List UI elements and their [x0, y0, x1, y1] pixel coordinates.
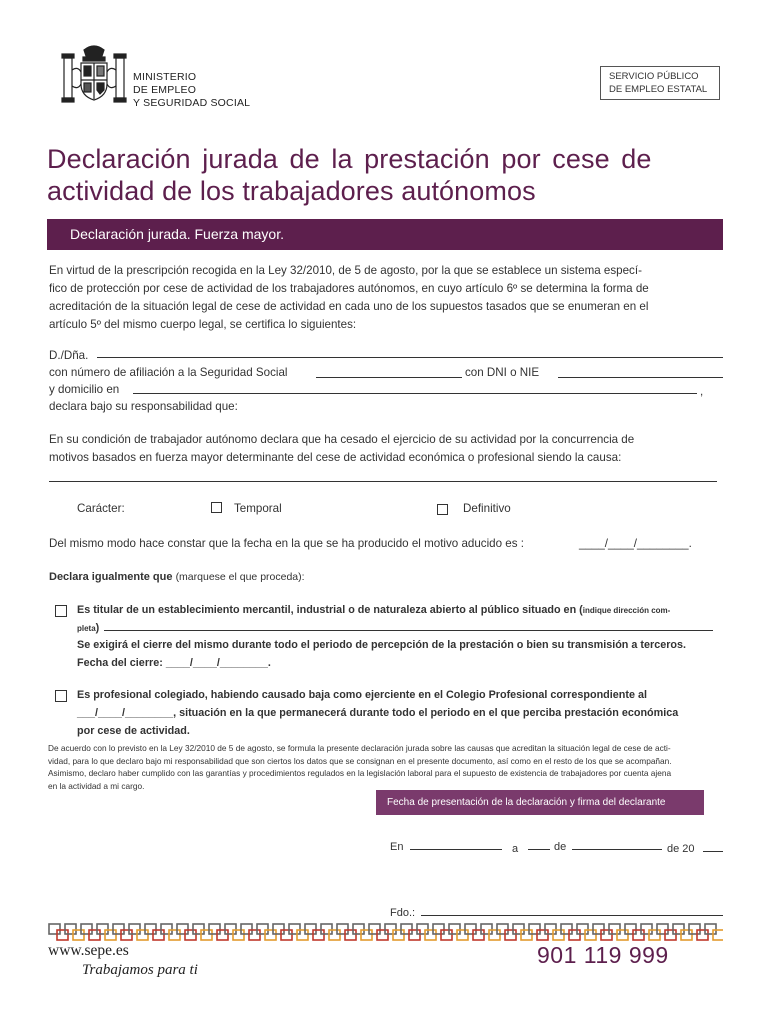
chain-link — [433, 924, 444, 934]
option-a-line1-small: indique dirección com- — [582, 606, 671, 615]
intro-line: artículo 5º del mismo cuerpo legal, se certifica lo siguientes: — [49, 318, 357, 331]
dni-field[interactable] — [558, 377, 723, 378]
chain-link — [209, 924, 220, 934]
chain-link — [417, 924, 428, 934]
intro-paragraph — [49, 262, 725, 334]
chain-link — [465, 924, 476, 934]
ss-number-field[interactable] — [316, 377, 462, 378]
chain-link — [297, 930, 308, 940]
chain-link — [161, 924, 172, 934]
chain-link — [113, 924, 124, 934]
ministry-line: DE EMPLEO — [133, 84, 197, 96]
title-line: Declaración jurada de la prestación por cese de — [47, 144, 652, 174]
domicilio-field[interactable] — [133, 393, 697, 394]
chain-link — [665, 930, 676, 940]
sepe-label-box — [600, 66, 720, 100]
chain-link — [73, 930, 84, 940]
chain-link — [129, 924, 140, 934]
chain-link — [481, 924, 492, 934]
chain-link — [273, 924, 284, 934]
chain-link — [577, 924, 588, 934]
domicilio-comma: , — [700, 385, 704, 398]
ministry-line: Y SEGURIDAD SOCIAL — [133, 97, 251, 109]
chain-link — [89, 930, 100, 940]
chain-link — [425, 930, 436, 940]
lugar-label: En — [390, 841, 404, 853]
chain-link — [137, 930, 148, 940]
name-field[interactable] — [97, 357, 723, 358]
chain-link — [697, 930, 708, 940]
option-b-line2[interactable]: ___/____/________, situación en la que permanecerá durante todo el periodo en el que perciba prestación económica — [77, 707, 679, 719]
chain-link — [169, 930, 180, 940]
chain-link — [505, 930, 516, 940]
chain-link — [593, 924, 604, 934]
definitivo-label: Definitivo — [463, 502, 511, 515]
option-a-line1 — [77, 601, 670, 620]
condition-line: En su condición de trabajador autónomo declara que ha cesado el ejercicio de su actividad por la concurrencia de — [49, 433, 635, 446]
chain-link — [569, 930, 580, 940]
temporal-checkbox[interactable] — [211, 502, 222, 513]
caracter-label: Carácter: — [77, 502, 125, 515]
condition-line: motivos basados en fuerza mayor determinante del cese de actividad económica o profesional siendo la causa: — [49, 451, 622, 464]
chain-link — [513, 924, 524, 934]
page-title — [47, 143, 727, 207]
legal-paragraph — [48, 742, 728, 792]
colegiado-checkbox[interactable] — [55, 690, 67, 702]
chain-link — [409, 930, 420, 940]
ministry-line: MINISTERIO — [133, 71, 197, 83]
de20-label: de 20 — [667, 843, 695, 855]
chain-link — [617, 930, 628, 940]
de-label: de — [554, 841, 567, 853]
mes-field[interactable] — [572, 849, 662, 850]
chain-link — [441, 930, 452, 940]
legal-line: vidad, para lo que declaro bajo mi responsabilidad que son ciertos los datos que se consignan en el presente documento, así como en el resto de los que se acompañan. — [48, 755, 672, 766]
chain-link — [673, 924, 684, 934]
chain-link — [217, 930, 228, 940]
chain-link — [489, 930, 500, 940]
chain-link — [313, 930, 324, 940]
legal-line: Asimismo, declaro haber cumplido con las garantías y procedimientos regulados en la legislación laboral para el supuesto de existencia de trabajadores por cuenta ajena — [48, 768, 672, 778]
condition-paragraph — [49, 431, 725, 467]
legal-line: De acuerdo con lo previsto en la Ley 32/2010 de 5 de agosto, se formula la presente declaración jurada sobre las causas que acreditan la situación legal de cese de acti- — [48, 743, 671, 753]
legal-line: en la actividad a mi cargo. — [48, 780, 145, 791]
lugar-field[interactable] — [410, 849, 502, 850]
chain-link — [281, 930, 292, 940]
option-a-line3: Se exigirá el cierre del mismo durante todo el periodo de percepción de la prestación o bien su transmisión a terceros. — [77, 639, 687, 651]
chain-link — [353, 924, 364, 934]
establecimiento-checkbox[interactable] — [55, 605, 67, 617]
chain-link — [641, 924, 652, 934]
firma-field[interactable] — [421, 915, 723, 916]
chain-link — [705, 924, 716, 934]
anio-field[interactable] — [703, 851, 723, 852]
website-link[interactable]: www.sepe.es — [48, 942, 129, 959]
domicilio-label: y domicilio en — [49, 383, 120, 396]
chain-link — [321, 924, 332, 934]
chain-link — [553, 930, 564, 940]
phone-number: 901 119 999 — [537, 942, 669, 968]
chain-link — [369, 924, 380, 934]
ministry-name — [133, 71, 250, 110]
chain-link — [497, 924, 508, 934]
chain-link — [345, 930, 356, 940]
chain-link — [449, 924, 460, 934]
option-a-line1-bold: Es titular de un establecimiento mercantil, industrial o de naturaleza abierto al público situado en ( — [77, 604, 583, 616]
chain-link — [121, 930, 132, 940]
fecha-motivo-text: Del mismo modo hace constar que la fecha en la que se ha producido el motivo aducido es : — [49, 537, 524, 550]
firma-label: Fdo.: — [390, 907, 416, 919]
chain-link — [57, 930, 68, 940]
chain-link — [633, 930, 644, 940]
chain-link — [145, 924, 156, 934]
direccion-field[interactable] — [104, 630, 713, 631]
fecha-cierre[interactable]: Fecha del cierre: ____/____/________. — [77, 657, 271, 669]
option-b-line3: por cese de actividad. — [77, 725, 190, 737]
chain-link — [521, 930, 532, 940]
chain-link — [105, 930, 116, 940]
chain-link — [537, 930, 548, 940]
chain-link — [649, 930, 660, 940]
chain-link — [545, 924, 556, 934]
section-band: Declaración jurada. Fuerza mayor. — [47, 219, 723, 250]
declara-igual-bold: Declara igualmente que — [49, 571, 173, 583]
ss-label: con número de afiliación a la Seguridad Social — [49, 366, 288, 379]
sepe-line: SERVICIO PÚBLICO — [609, 71, 699, 82]
intro-line: fico de protección por cese de actividad de los trabajadores autónomos, en cuyo artículo 6º se determina la forma de — [49, 282, 649, 295]
chain-link — [689, 924, 700, 934]
chain-link — [257, 924, 268, 934]
chain-link — [265, 930, 276, 940]
chain-link — [177, 924, 188, 934]
chain-link — [625, 924, 636, 934]
chain-link — [681, 930, 692, 940]
declara-label: declara bajo su responsabilidad que: — [49, 400, 238, 413]
chain-link — [337, 924, 348, 934]
chain-link — [81, 924, 92, 934]
chain-link — [185, 930, 196, 940]
title-line: actividad de los trabajadores autónomos — [47, 176, 536, 206]
declara-igual-note: (marquese el que proceda): — [175, 571, 305, 583]
definitivo-checkbox[interactable] — [437, 504, 448, 515]
chain-link — [601, 930, 612, 940]
chain-decoration — [47, 922, 723, 944]
chain-link — [457, 930, 468, 940]
chain-link — [201, 930, 212, 940]
chain-link — [305, 924, 316, 934]
chain-link — [193, 924, 204, 934]
chain-link — [225, 924, 236, 934]
chain-link — [153, 930, 164, 940]
sepe-line: DE EMPLEO ESTATAL — [609, 83, 708, 95]
name-label: D./Dña. — [49, 349, 89, 362]
chain-link — [713, 930, 723, 940]
chain-link — [473, 930, 484, 940]
chain-link — [385, 924, 396, 934]
chain-link — [609, 924, 620, 934]
dia-field[interactable] — [528, 849, 550, 850]
chain-link — [65, 924, 76, 934]
coat-of-arms-logo — [58, 42, 130, 112]
a-label: a — [512, 843, 519, 855]
declara-igual-heading — [49, 568, 305, 586]
chain-link — [329, 930, 340, 940]
chain-link — [377, 930, 388, 940]
causa-field[interactable] — [49, 481, 717, 482]
option-a-line2-small: pleta — [77, 624, 96, 633]
chain-link — [249, 930, 260, 940]
chain-link — [529, 924, 540, 934]
option-b-line1: Es profesional colegiado, habiendo causado baja como ejerciente en el Colegio Profesional correspondiente al — [77, 689, 647, 701]
chain-link — [657, 924, 668, 934]
chain-link — [49, 924, 60, 934]
chain-link — [585, 930, 596, 940]
intro-line: En virtud de la prescripción recogida en la Ley 32/2010, de 5 de agosto, por la que se establece un sistema especí- — [49, 264, 642, 277]
chain-link — [561, 924, 572, 934]
fecha-motivo-field[interactable]: ____/____/________. — [579, 537, 692, 550]
option-a-line2-bold: ) — [95, 622, 100, 634]
dni-label: con DNI o NIE — [465, 366, 540, 379]
temporal-label: Temporal — [234, 502, 282, 515]
chain-link — [97, 924, 108, 934]
chain-link — [241, 924, 252, 934]
chain-link — [233, 930, 244, 940]
signature-band: Fecha de presentación de la declaración y firma del declarante — [376, 790, 704, 815]
chain-link — [289, 924, 300, 934]
intro-line: acreditación de la situación legal de cese de actividad en cada uno de los supuestos tasados que se enumeran en el — [49, 300, 649, 313]
chain-link — [393, 930, 404, 940]
chain-link — [401, 924, 412, 934]
chain-link — [361, 930, 372, 940]
slogan: Trabajamos para ti — [82, 962, 198, 978]
